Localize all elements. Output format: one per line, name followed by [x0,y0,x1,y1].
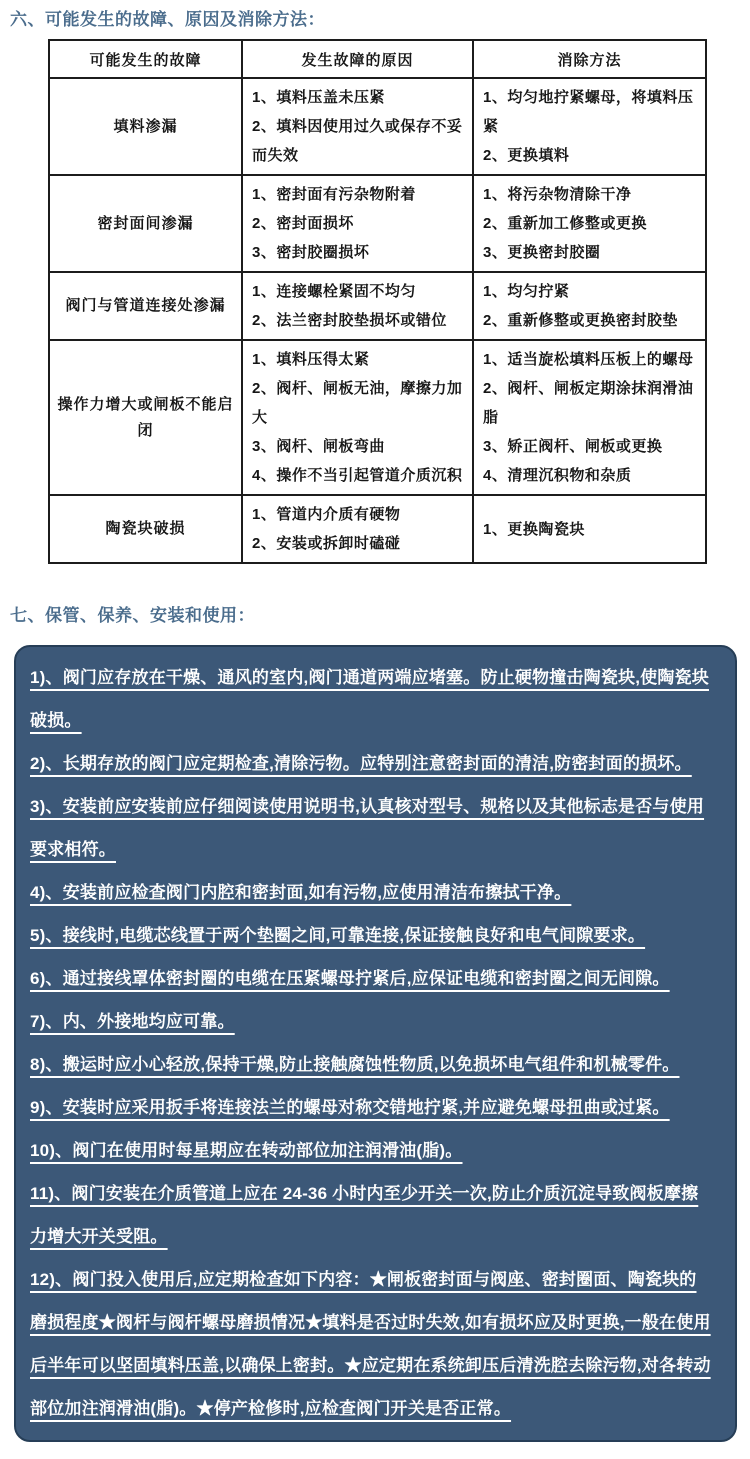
cause-line: 1、填料压盖未压紧 [252,89,385,106]
usage-note-item: 2)、长期存放的阀门应定期检查,清除污物。应特别注意密封面的清洁,防密封面的损坏。 [30,754,692,773]
cause-line: 2、安装或拆卸时磕碰 [252,535,401,552]
usage-note-item: 11)、阀门安装在介质管道上应在 24-36 小时内至少开关一次,防止介质沉淀导致阀板摩擦力增大开关受阻。 [30,1184,699,1246]
causes-cell [242,175,473,272]
fault-name-cell: 密封面间渗漏 [49,175,242,272]
causes-cell [242,78,473,175]
fault-table [48,39,707,564]
column-header-cause: 发生故障的原因 [242,40,473,78]
usage-note-item: 3)、安装前应安装前应仔细阅读使用说明书,认真核对型号、规格以及其他标志是否与使用要求相符。 [30,797,705,859]
usage-note-item: 8)、搬运时应小心轻放,保持干燥,防止接触腐蚀性物质,以免损坏电气组件和机械零件。 [30,1055,680,1074]
section7-heading: 七、保管、保养、安装和使用： [10,606,255,625]
usage-note-item: 12)、阀门投入使用后,应定期检查如下内容：★闸板密封面与阀座、密封圈面、陶瓷块的磨损程度★阀杆与阀杆螺母磨损情况★填料是否过时失效,如有损坏应及时更换,一般在使用后半年可以坚固填料压盖,以确保上密封。★应定期在系统卸压后清洗腔去除污物,对各转动部位加注润滑油(脂)。★停产检修时,应检查阀门开关是否正常。 [30,1270,711,1418]
solutions-cell [473,495,706,563]
cause-line: 2、阀杆、闸板无油，摩擦力加大 [252,380,463,426]
fault-name-cell: 填料渗漏 [49,78,242,175]
usage-note-item: 9)、安装时应采用扳手将连接法兰的螺母对称交错地拧紧,并应避免螺母扭曲或过紧。 [30,1098,670,1117]
usage-note-item: 6)、通过接线罩体密封圈的电缆在压紧螺母拧紧后,应保证电缆和密封圈之间无间隙。 [30,969,670,988]
usage-note-item: 4)、安装前应检查阀门内腔和密封面,如有污物,应使用清洁布擦拭干净。 [30,883,572,902]
causes-cell [242,340,473,495]
cause-line: 1、填料压得太紧 [252,351,370,368]
cause-line: 2、填料因使用过久或保存不妥而失效 [252,118,463,164]
section6-heading: 六、可能发生的故障、原因及消除方法： [10,10,325,29]
table-row [49,495,706,563]
fault-table-body [49,78,706,563]
cause-line: 3、阀杆、闸板弯曲 [252,438,385,455]
cause-line: 1、管道内介质有硬物 [252,506,401,523]
solution-line: 4、清理沉积物和杂质 [483,467,632,484]
cause-line: 4、操作不当引起管道介质沉积 [252,467,463,484]
cause-line: 1、密封面有污杂物附着 [252,186,416,203]
solution-line: 2、重新修整或更换密封胶垫 [483,312,678,329]
usage-note-item: 7)、内、外接地均应可靠。 [30,1012,235,1031]
causes-cell [242,272,473,340]
cause-line: 2、法兰密封胶垫损坏或错位 [252,312,447,329]
usage-note-item: 5)、接线时,电缆芯线置于两个垫圈之间,可靠连接,保证接触良好和电气间隙要求。 [30,926,646,945]
solution-line: 2、阀杆、闸板定期涂抹润滑油脂 [483,380,694,426]
usage-notes-panel [14,645,737,1442]
solution-line: 2、更换填料 [483,147,570,164]
solutions-cell [473,175,706,272]
solution-line: 1、将污杂物清除干净 [483,186,632,203]
solution-line: 1、更换陶瓷块 [483,520,585,538]
cause-line: 1、连接螺栓紧固不均匀 [252,283,416,300]
solution-line: 1、适当旋松填料压板上的螺母 [483,351,694,368]
solutions-cell [473,78,706,175]
solution-line: 2、重新加工修整或更换 [483,215,647,232]
cause-line: 2、密封面损坏 [252,215,354,232]
cause-line: 3、密封胶圈损坏 [252,244,370,261]
column-header-fault: 可能发生的故障 [49,40,242,78]
table-row [49,175,706,272]
causes-cell [242,495,473,563]
usage-note-item: 1)、阀门应存放在干燥、通风的室内,阀门通道两端应堵塞。防止硬物撞击陶瓷块,使陶瓷块破损。 [30,668,709,730]
table-header-row [49,40,706,78]
solution-line: 3、更换密封胶圈 [483,244,601,261]
table-row [49,340,706,495]
table-row [49,272,706,340]
solution-line: 1、均匀地拧紧螺母，将填料压紧 [483,89,694,135]
solutions-cell [473,340,706,495]
usage-note-item: 10)、阀门在使用时每星期应在转动部位加注润滑油(脂)。 [30,1141,463,1160]
solution-line: 3、矫正阀杆、闸板或更换 [483,438,663,455]
solution-line: 1、均匀拧紧 [483,283,570,300]
table-row [49,78,706,175]
column-header-solution: 消除方法 [473,40,706,78]
fault-name-cell: 阀门与管道连接处渗漏 [49,272,242,340]
solutions-cell [473,272,706,340]
fault-name-cell: 操作力增大或闸板不能启闭 [49,340,242,495]
fault-name-cell: 陶瓷块破损 [49,495,242,563]
